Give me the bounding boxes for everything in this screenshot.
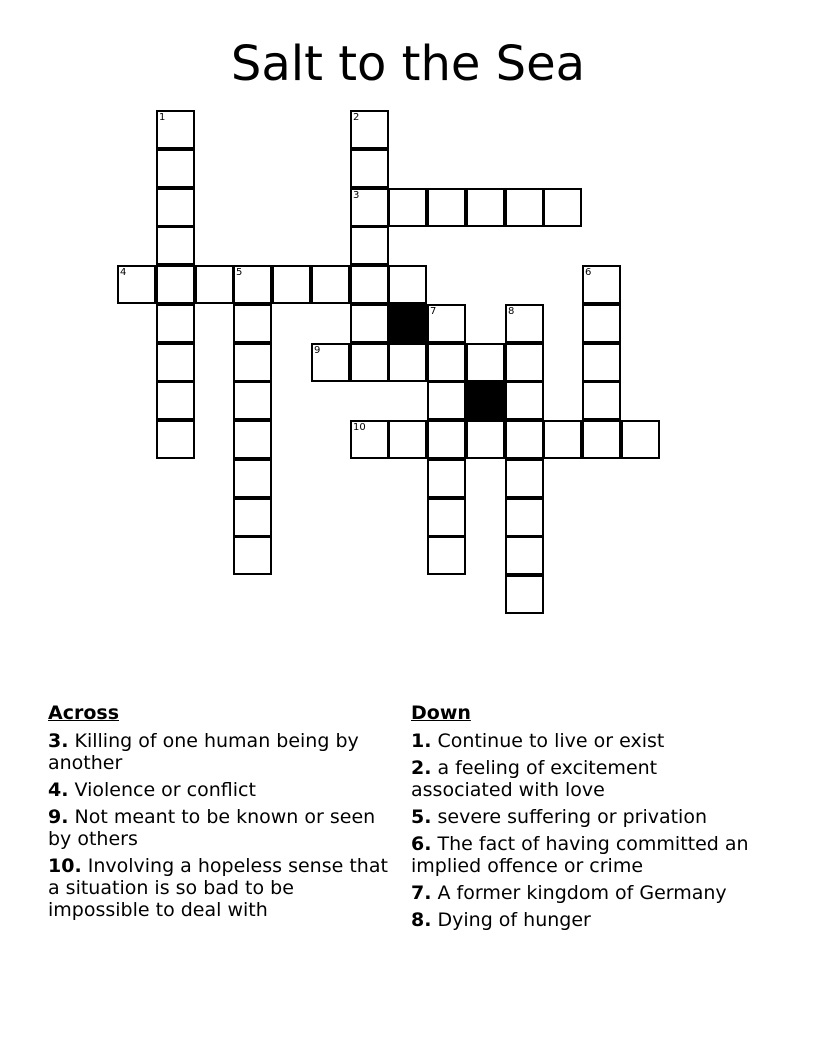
clue-item [411,909,761,931]
crossword-cell[interactable] [505,575,544,614]
clue-item-number: 6. [411,833,432,855]
crossword-cell[interactable] [233,420,272,459]
crossword-cell[interactable] [543,420,582,459]
crossword-cell[interactable] [582,420,621,459]
clue-item-text: Dying of hunger [437,909,591,931]
clue-item [48,730,398,774]
crossword-cell[interactable] [505,304,544,343]
crossword-cell[interactable] [350,110,389,149]
clue-item-number: 7. [411,882,432,904]
crossword-cell[interactable] [156,149,195,188]
clue-item-number: 10. [48,855,82,877]
clue-item-text: Continue to live or exist [437,730,665,752]
crossword-cell[interactable] [388,420,427,459]
clue-item-number: 9. [48,806,69,828]
puzzle-title: Salt to the Sea [230,36,586,92]
crossword-cell[interactable] [311,343,350,382]
crossword-cell[interactable] [505,381,544,420]
crossword-cell[interactable] [156,110,195,149]
crossword-cell[interactable] [350,265,389,304]
crossword-cell[interactable] [233,343,272,382]
crossword-cell[interactable] [427,536,466,575]
crossword-cell[interactable] [156,226,195,265]
crossword-cell[interactable] [388,188,427,227]
crossword-cell[interactable] [233,265,272,304]
crossword-cell[interactable] [233,381,272,420]
crossword-cell[interactable] [427,459,466,498]
clue-number: 7 [430,306,437,317]
clue-number: 2 [353,112,360,123]
crossword-cell[interactable] [272,265,311,304]
clue-number: 4 [120,267,127,278]
down-clue-list [411,730,761,931]
crossword-cell[interactable] [233,459,272,498]
crossword-cell[interactable] [505,536,544,575]
clue-item-number: 2. [411,757,432,779]
crossword-cell[interactable] [350,304,389,343]
clue-item-number: 5. [411,806,432,828]
clue-number: 6 [585,267,592,278]
crossword-cell[interactable] [505,420,544,459]
black-square [466,381,505,420]
black-square [388,304,427,343]
crossword-cell[interactable] [350,149,389,188]
clue-item [48,806,398,850]
clue-item [48,779,398,801]
clue-number: 5 [236,267,243,278]
crossword-cell[interactable] [156,188,195,227]
crossword-cell[interactable] [350,420,389,459]
clue-item [48,855,398,921]
across-clues [48,702,398,926]
crossword-cell[interactable] [156,304,195,343]
crossword-cell[interactable] [311,265,350,304]
crossword-cell[interactable] [505,343,544,382]
crossword-cell[interactable] [466,343,505,382]
crossword-cell[interactable] [233,498,272,537]
crossword-cell[interactable] [466,420,505,459]
crossword-cell[interactable] [505,498,544,537]
crossword-cell[interactable] [388,343,427,382]
crossword-cell[interactable] [427,188,466,227]
clue-item-text: a feeling of excitement associated with love [411,757,658,801]
clue-item [411,757,761,801]
crossword-cell[interactable] [156,420,195,459]
clue-item-text: Not meant to be known or seen by others [48,806,376,850]
crossword-cell[interactable] [233,536,272,575]
clue-item [411,806,761,828]
crossword-cell[interactable] [427,381,466,420]
crossword-cell[interactable] [466,188,505,227]
clue-item-text: Involving a hopeless sense that a situation is so bad to be impossible to deal with [48,855,388,921]
clue-number: 1 [159,112,166,123]
clue-item-number: 1. [411,730,432,752]
crossword-cell[interactable] [427,304,466,343]
crossword-cell[interactable] [117,265,156,304]
clue-item-text: Violence or conflict [74,779,256,801]
clue-number: 10 [353,422,366,433]
crossword-cell[interactable] [350,226,389,265]
down-clues [411,702,761,936]
crossword-cell[interactable] [350,188,389,227]
clue-item-text: severe suffering or privation [437,806,708,828]
clue-item-text: Killing of one human being by another [48,730,359,774]
crossword-cell[interactable] [388,265,427,304]
clue-item [411,730,761,752]
crossword-cell[interactable] [582,381,621,420]
crossword-cell[interactable] [582,304,621,343]
clue-number: 8 [508,306,515,317]
clue-item [411,882,761,904]
clue-item-number: 4. [48,779,69,801]
down-heading: Down [411,702,471,724]
crossword-cell[interactable] [427,343,466,382]
crossword-cell[interactable] [156,381,195,420]
clue-item-text: The fact of having committed an implied offence or crime [411,833,749,877]
crossword-cell[interactable] [156,343,195,382]
across-clue-list [48,730,398,921]
crossword-cell[interactable] [582,265,621,304]
clue-item-text: A former kingdom of Germany [437,882,727,904]
crossword-cell[interactable] [505,188,544,227]
crossword-cell[interactable] [543,188,582,227]
crossword-cell[interactable] [350,343,389,382]
clue-item [411,833,761,877]
clue-number: 9 [314,345,321,356]
clue-item-number: 3. [48,730,69,752]
crossword-cell[interactable] [621,420,660,459]
crossword-cell[interactable] [427,420,466,459]
clue-item-number: 8. [411,909,432,931]
crossword-cell[interactable] [156,265,195,304]
crossword-cell[interactable] [582,343,621,382]
clue-number: 3 [353,190,360,201]
crossword-cell[interactable] [233,304,272,343]
across-heading: Across [48,702,120,724]
crossword-cell[interactable] [505,459,544,498]
crossword-cell[interactable] [195,265,234,304]
crossword-cell[interactable] [427,498,466,537]
